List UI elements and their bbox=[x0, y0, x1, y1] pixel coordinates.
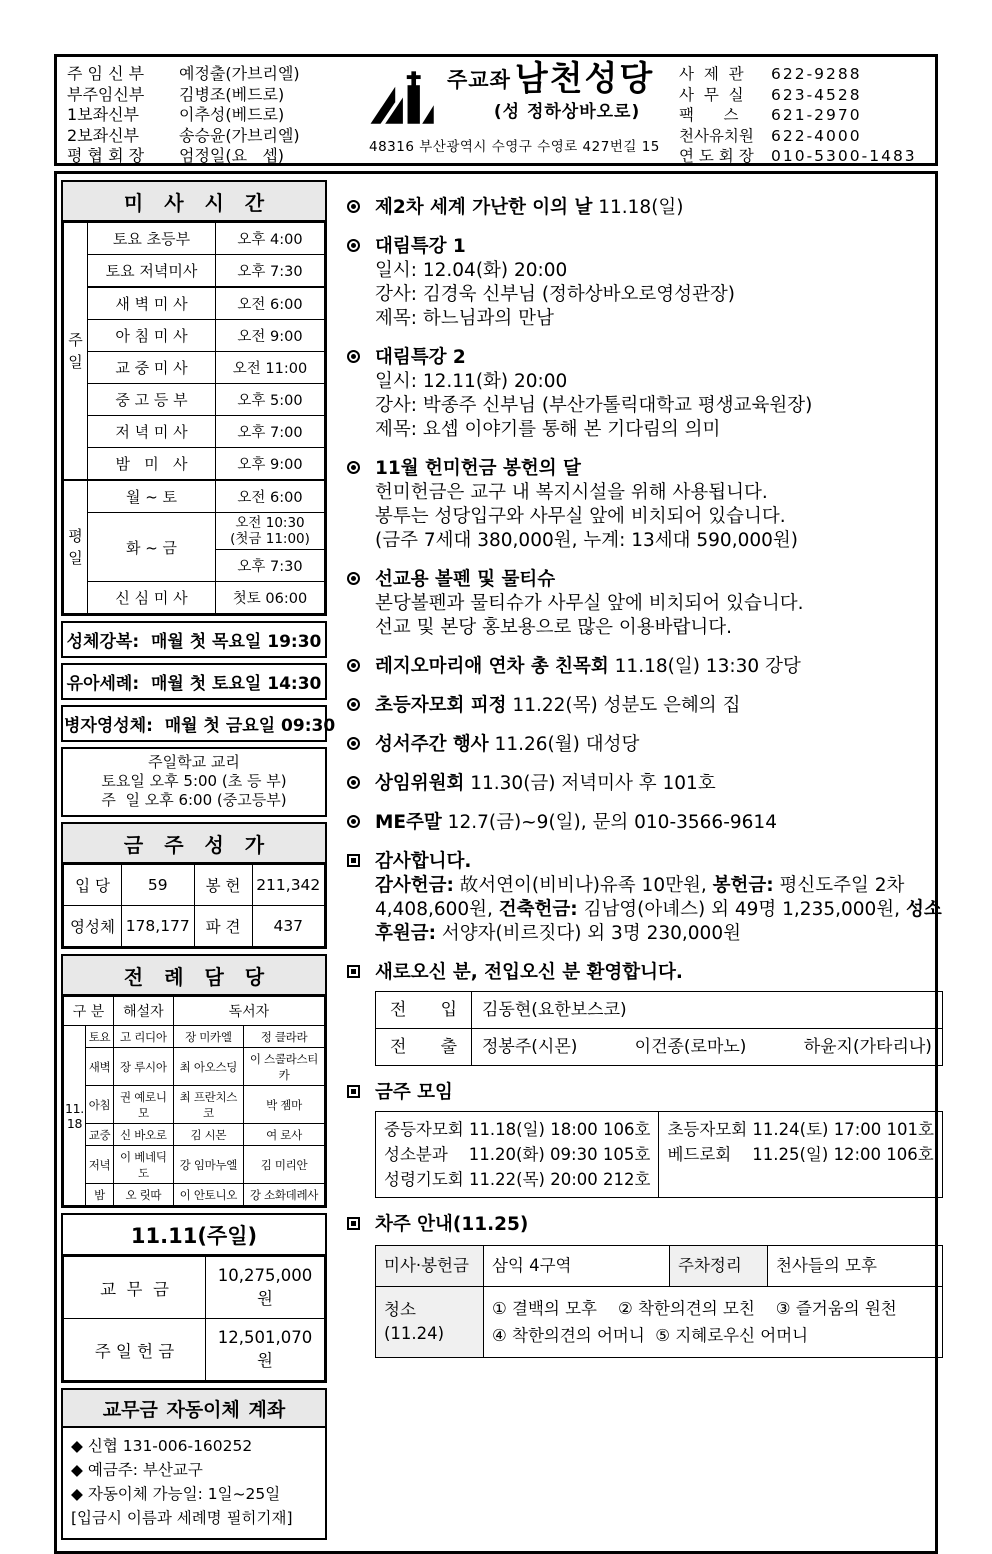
staff-name: 송승윤(가브리엘) bbox=[179, 125, 300, 145]
announcement-standing-committee: 상임위원회 11.30(금) 저녁미사 후 101호 bbox=[345, 772, 943, 796]
announcement-advent-lecture-2: 대림특강 2 일시: 12.11(화) 20:00 강사: 박종주 신부님 (부산가톨릭대학교 평생교육원장) 제목: 요셉 이야기를 통해 본 기다림의 의미 bbox=[345, 346, 943, 442]
hymn-number: 178,177 bbox=[122, 906, 195, 947]
contact-value: 623-4528 bbox=[771, 85, 862, 104]
transfer-in-label: 전 입 bbox=[376, 992, 472, 1029]
contact-value: 621-2970 bbox=[771, 106, 862, 124]
fisheye-bullet-icon bbox=[345, 694, 375, 711]
next-week-parking-value: 천사들의 모후 bbox=[768, 1246, 943, 1287]
announcements-column bbox=[331, 174, 951, 1551]
contact-value: 622-4000 bbox=[771, 126, 862, 145]
contact-label: 팩 스 bbox=[679, 106, 739, 124]
liturgy-col-reader: 독서자 bbox=[173, 997, 324, 1026]
church-address: 48316 부산광역시 수영구 수영로 427번길 15 bbox=[369, 139, 660, 155]
staff-row bbox=[67, 64, 367, 85]
meetings-right-cell: 초등자모회 11.24(토) 17:00 101호 베드로회 11.25(일) 12:00 106호 bbox=[659, 1112, 942, 1198]
infant-baptism-notice: 유아세례: 매월 첫 토요일 14:30 bbox=[61, 663, 327, 700]
hymn-label: 영성체 bbox=[64, 906, 122, 947]
fisheye-bullet-icon bbox=[345, 811, 375, 828]
liturgy-col-commentator: 해설자 bbox=[114, 997, 174, 1026]
liturgy-row: 밤 오 릿따 이 안토니오 강 소화데레사 bbox=[64, 1184, 325, 1206]
welcome-section: 새로오신 분, 전입오신 분 환영합니다. 전 입 김동현(요한보스코) 전 출 정봉주(시몬) 이건종(로마노) 하윤지(가타리나) bbox=[345, 961, 943, 1066]
contact-row bbox=[679, 64, 929, 85]
mass-row: 화 ~ 금 오전 10:30 (첫금 11:00) bbox=[64, 513, 325, 550]
mass-row: 토요 저녁미사 오후 7:30 bbox=[64, 255, 325, 288]
next-week-table bbox=[375, 1245, 943, 1358]
mass-row: 교 중 미 사 오전 11:00 bbox=[64, 352, 325, 384]
liturgy-row: 교중 신 바오로 김 시몬 여 로사 bbox=[64, 1124, 325, 1146]
offering-label: 주 일 헌 금 bbox=[64, 1319, 206, 1381]
announcement-legio-meeting: 레지오마리애 연차 총 친목회 11.18(일) 13:30 강당 bbox=[345, 655, 943, 679]
church-title: 남천성당 bbox=[514, 59, 655, 99]
staff-role: 평 협 회 장 bbox=[67, 146, 145, 165]
contact-label: 천사유치원 bbox=[679, 126, 754, 145]
weekly-meetings-section: 금주 모임 중등자모회 11.18(일) 18:00 106호 성소분과 11.20(화) 09:30 105호 성령기도회 11.22(목) 20:00 212호 초등자모회 11.24(토) 17:00 101호 베드로회 11.25(일) 12:00 106호 bbox=[345, 1081, 943, 1198]
contact-value: 010-5300-1483 bbox=[771, 147, 917, 165]
announcement-bible-week: 성서주간 행사 11.26(월) 대성당 bbox=[345, 733, 943, 757]
sunday-group-label: 주일 bbox=[64, 223, 88, 481]
square-bullet-icon bbox=[345, 1081, 375, 1098]
contact-label: 연 도 회 장 bbox=[679, 147, 754, 165]
staff-name: 엄정일(요 셉) bbox=[179, 146, 285, 165]
liturgy-date: 11.18 bbox=[64, 1026, 86, 1206]
mass-row: 오후 7:30 bbox=[64, 550, 325, 582]
offering-date-title: 11.11(주일) bbox=[63, 1215, 325, 1256]
staff-row bbox=[67, 126, 367, 147]
church-title-prefix: 주교좌 bbox=[447, 68, 511, 92]
contact-row bbox=[679, 146, 929, 167]
next-week-cleaning-value: ① 결백의 모후 ② 착한의견의 모친 ③ 즐거움의 원천 ④ 착한의견의 어머니 ⑤ 지혜로우신 어머니 bbox=[484, 1287, 943, 1358]
church-subtitle: (성 정하상바오로) bbox=[493, 102, 641, 122]
benediction-notice: 성체강복: 매월 첫 목요일 19:30 bbox=[61, 621, 327, 658]
fisheye-bullet-icon bbox=[345, 772, 375, 789]
contact-row bbox=[679, 105, 929, 126]
bulletin-header bbox=[54, 54, 938, 166]
thanks-section: 감사합니다. 감사헌금: 故서연이(비비나)유족 10만원, 봉헌금: 평신도주일 2차 4,408,600원, 건축헌금: 김남영(아녜스) 외 49명 1,235,000원, 성소후원금: 서양자(비르짓다) 외 3명 230,000원 bbox=[345, 850, 943, 946]
liturgy-section bbox=[61, 954, 327, 1208]
staff-list bbox=[67, 62, 367, 165]
announcement-mission-pens: 선교용 볼펜 및 물티슈 본당볼펜과 물티슈가 사무실 앞에 비치되어 있습니다. 선교 및 본당 홍보용으로 많은 이용바랍니다. bbox=[345, 568, 943, 640]
fisheye-bullet-icon bbox=[345, 346, 375, 363]
church-logo-icon bbox=[369, 68, 443, 128]
sunday-school-title: 주일학교 교리 bbox=[148, 753, 240, 771]
staff-name: 예정출(가브리엘) bbox=[179, 64, 300, 83]
meetings-table bbox=[375, 1111, 943, 1198]
bank-account-title: 교무금 자동이체 계좌 bbox=[63, 1390, 325, 1428]
liturgy-row: 아침 권 예로니모 최 프란치스코 박 젬마 bbox=[64, 1086, 325, 1124]
mass-row: 아 침 미 사 오전 9:00 bbox=[64, 320, 325, 352]
staff-role: 1보좌신부 bbox=[67, 105, 140, 124]
hymn-number: 437 bbox=[252, 906, 325, 947]
left-column bbox=[57, 174, 336, 1551]
next-week-section: 차주 안내(11.25) 미사·봉헌금 삼익 4구역 주차정리 천사들의 모후 청소 (11.24) ① 결백의 모후 ② 착한의견의 모친 ③ 즐거움의 원천 ④ 착한의견의 어머니 ⑤ 지혜로우신 어머니 bbox=[345, 1213, 943, 1358]
mass-row: 중 고 등 부 오후 5:00 bbox=[64, 384, 325, 416]
weekday-group-label: 평일 bbox=[64, 480, 88, 614]
mass-times-title: 미 사 시 간 bbox=[63, 182, 325, 222]
offering-amount: 12,501,070원 bbox=[206, 1319, 325, 1381]
hymn-label: 파 견 bbox=[194, 906, 252, 947]
fisheye-bullet-icon bbox=[345, 733, 375, 750]
hymns-table bbox=[63, 864, 325, 947]
mass-times-table bbox=[63, 222, 325, 614]
hymns-title: 금 주 성 가 bbox=[63, 824, 325, 864]
hymns-section bbox=[61, 822, 327, 949]
transfer-out-label: 전 출 bbox=[376, 1029, 472, 1066]
offering-amount: 10,275,000원 bbox=[206, 1257, 325, 1319]
liturgy-title: 전 례 담 당 bbox=[63, 956, 325, 996]
mass-row: 평일 월 ~ 토 오전 6:00 bbox=[64, 480, 325, 513]
liturgy-row: 저녁 이 베네딕도 강 임마누엘 김 미리안 bbox=[64, 1146, 325, 1184]
square-bullet-icon bbox=[345, 1213, 375, 1230]
contact-value: 622-9288 bbox=[771, 65, 862, 83]
sick-communion-notice: 병자영성체: 매월 첫 금요일 09:30 bbox=[61, 705, 327, 742]
offering-section bbox=[61, 1213, 327, 1383]
staff-role: 2보좌신부 bbox=[67, 125, 140, 145]
liturgy-col-division: 구 분 bbox=[64, 997, 114, 1026]
hymn-label: 입 당 bbox=[64, 865, 122, 906]
hymn-number: 211,342 bbox=[252, 865, 325, 906]
contact-label: 사 제 관 bbox=[679, 65, 744, 83]
fisheye-bullet-icon bbox=[345, 235, 375, 252]
next-week-offering-value: 삼익 4구역 bbox=[484, 1246, 670, 1287]
hymn-number: 59 bbox=[122, 865, 195, 906]
next-week-cleaning-label: 청소 (11.24) bbox=[376, 1287, 484, 1358]
announcement-advent-lecture-1: 대림특강 1 일시: 12.04(화) 20:00 강사: 김경욱 신부님 (정하상바오로영성관장) 제목: 하느님과의 만남 bbox=[345, 235, 943, 331]
staff-name: 김병조(베드로) bbox=[179, 84, 285, 104]
offering-label: 교 무 금 bbox=[64, 1257, 206, 1319]
liturgy-row: 11.18 토요 고 리디아 장 미카엘 정 클라라 bbox=[64, 1026, 325, 1048]
transfer-in-names: 김동현(요한보스코) bbox=[472, 992, 943, 1029]
liturgy-table bbox=[63, 996, 325, 1206]
fisheye-bullet-icon bbox=[345, 196, 375, 213]
contact-label: 사 무 실 bbox=[679, 85, 744, 104]
sunday-school-line: 주 일 오후 6:00 (중고등부) bbox=[101, 791, 287, 809]
mass-row: 밤 미 사 오후 9:00 bbox=[64, 448, 325, 481]
staff-role: 부주임신부 bbox=[67, 84, 145, 104]
church-brand bbox=[367, 59, 679, 160]
fisheye-bullet-icon bbox=[345, 457, 375, 474]
fisheye-bullet-icon bbox=[345, 655, 375, 672]
contact-row bbox=[679, 126, 929, 147]
staff-role: 주 임 신 부 bbox=[67, 64, 145, 83]
next-week-offering-label: 미사·봉헌금 bbox=[376, 1246, 484, 1287]
transfer-out-row bbox=[376, 1029, 943, 1066]
announcement-poor-day: 제2차 세계 가난한 이의 날 11.18(일) bbox=[345, 196, 943, 220]
square-bullet-icon bbox=[345, 961, 375, 978]
hymn-label: 봉 헌 bbox=[194, 865, 252, 906]
announcement-me-weekend: ME주말 12.7(금)~9(일), 문의 010-3566-9614 bbox=[345, 811, 943, 835]
mass-row: 저 녁 미 사 오후 7:00 bbox=[64, 416, 325, 448]
staff-row bbox=[67, 105, 367, 126]
bank-account-details: ◆ 신협 131-006-160252 ◆ 예금주: 부산교구 ◆ 자동이체 가능일: 1일~25일 [입금시 이름과 세례명 필히기재] bbox=[71, 1437, 293, 1527]
staff-row bbox=[67, 146, 367, 167]
square-bullet-icon bbox=[345, 850, 375, 867]
contact-list bbox=[679, 62, 929, 165]
announcement-rice-offering: 11월 헌미헌금 봉헌의 달 헌미헌금은 교구 내 복지시설을 위해 사용됩니다. 봉투는 성당입구와 사무실 앞에 비치되어 있습니다. (금주 7세대 380,000원, 누계: 13세대 590,000원) bbox=[345, 457, 943, 553]
meetings-left-cell: 중등자모회 11.18(일) 18:00 106호 성소분과 11.20(화) 09:30 105호 성령기도회 11.22(목) 20:00 212호 bbox=[376, 1112, 659, 1198]
thanks-details: 감사헌금: 故서연이(비비나)유족 10만원, 봉헌금: 평신도주일 2차 4,408,600원, 건축헌금: 김남영(아녜스) 외 49명 1,235,000원, 성소후원금: 서양자(비르짓다) 외 3명 230,000원 bbox=[375, 875, 942, 944]
welcome-table bbox=[375, 991, 943, 1066]
bank-account-section bbox=[61, 1388, 327, 1540]
mass-times-section bbox=[61, 180, 327, 616]
next-week-parking-label: 주차정리 bbox=[670, 1246, 768, 1287]
offering-table bbox=[63, 1256, 325, 1381]
announcement-parents-retreat: 초등자모회 피정 11.22(목) 성분도 은혜의 집 bbox=[345, 694, 943, 718]
mass-row: 신 심 미 사 첫토 06:00 bbox=[64, 582, 325, 614]
sunday-school-section bbox=[61, 747, 327, 817]
staff-name: 이추성(베드로) bbox=[179, 105, 285, 124]
staff-row bbox=[67, 85, 367, 106]
mass-row: 주일 토요 초등부 오후 4:00 bbox=[64, 223, 325, 255]
fisheye-bullet-icon bbox=[345, 568, 375, 585]
transfer-out-names: 정봉주(시몬) 이건종(로마노) 하윤지(가타리나) bbox=[472, 1029, 943, 1066]
sunday-school-line: 토요일 오후 5:00 (초 등 부) bbox=[101, 772, 287, 790]
transfer-in-row bbox=[376, 992, 943, 1029]
contact-row bbox=[679, 85, 929, 106]
liturgy-row: 새벽 장 루시아 최 아오스딩 이 스콜라스티카 bbox=[64, 1048, 325, 1086]
mass-row: 새 벽 미 사 오전 6:00 bbox=[64, 287, 325, 320]
bulletin-page bbox=[54, 54, 942, 1554]
